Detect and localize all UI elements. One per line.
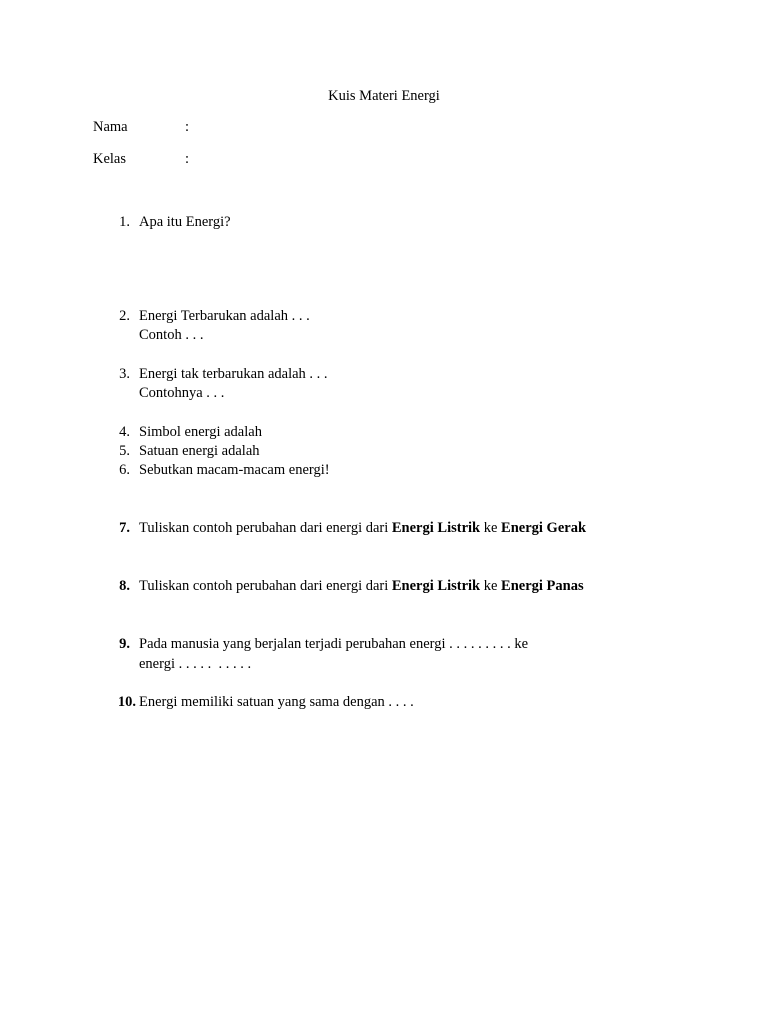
question-text-continued: Contohnya . . . <box>139 385 225 401</box>
class-label: Kelas <box>93 151 127 167</box>
question-text-part: Tuliskan contoh perubahan dari energi dari <box>139 578 392 594</box>
question-text: Satuan energi adalah <box>139 443 260 459</box>
question-text: Energi Terbarukan adalah . . . <box>139 308 310 324</box>
question-number: 3. <box>119 366 130 382</box>
question-text: Apa itu Energi? <box>139 214 231 230</box>
page-title: Kuis Materi Energi <box>328 88 440 104</box>
question-text: Sebutkan macam-macam energi! <box>139 462 330 478</box>
question-number: 8. <box>119 578 130 594</box>
question-text: Energi tak terbarukan adalah . . . <box>139 366 328 382</box>
source-energy: Energi Listrik <box>391 520 481 536</box>
question-number: 9. <box>119 636 130 652</box>
question-text <box>139 519 586 538</box>
class-separator: : <box>185 151 190 167</box>
question-number: 1. <box>119 214 130 230</box>
question-text <box>139 577 584 596</box>
question-number: 7. <box>119 520 130 536</box>
question-number: 4. <box>119 424 130 440</box>
question-text-part: Tuliskan contoh perubahan dari energi dari <box>139 520 392 536</box>
question-text-part: ke <box>480 578 502 594</box>
target-energy: Energi Panas <box>501 578 584 594</box>
name-label: Nama <box>93 119 128 135</box>
question-number: 10. <box>117 694 136 710</box>
target-energy: Energi Gerak <box>501 520 587 536</box>
question-text: Energi memiliki satuan yang sama dengan . . . . <box>139 694 414 710</box>
question-text: Simbol energi adalah <box>139 424 262 440</box>
question-text-part: ke <box>480 520 502 536</box>
question-text-continued: Contoh . . . <box>139 327 204 343</box>
question-text-continued: energi . . . . . . . . . . <box>139 656 252 672</box>
source-energy: Energi Listrik <box>391 578 481 594</box>
question-text: Pada manusia yang berjalan terjadi perubahan energi . . . . . . . . . ke <box>139 636 529 652</box>
question-number: 6. <box>119 462 130 478</box>
question-number: 5. <box>119 443 130 459</box>
question-number: 2. <box>119 308 130 324</box>
name-separator: : <box>185 119 190 135</box>
